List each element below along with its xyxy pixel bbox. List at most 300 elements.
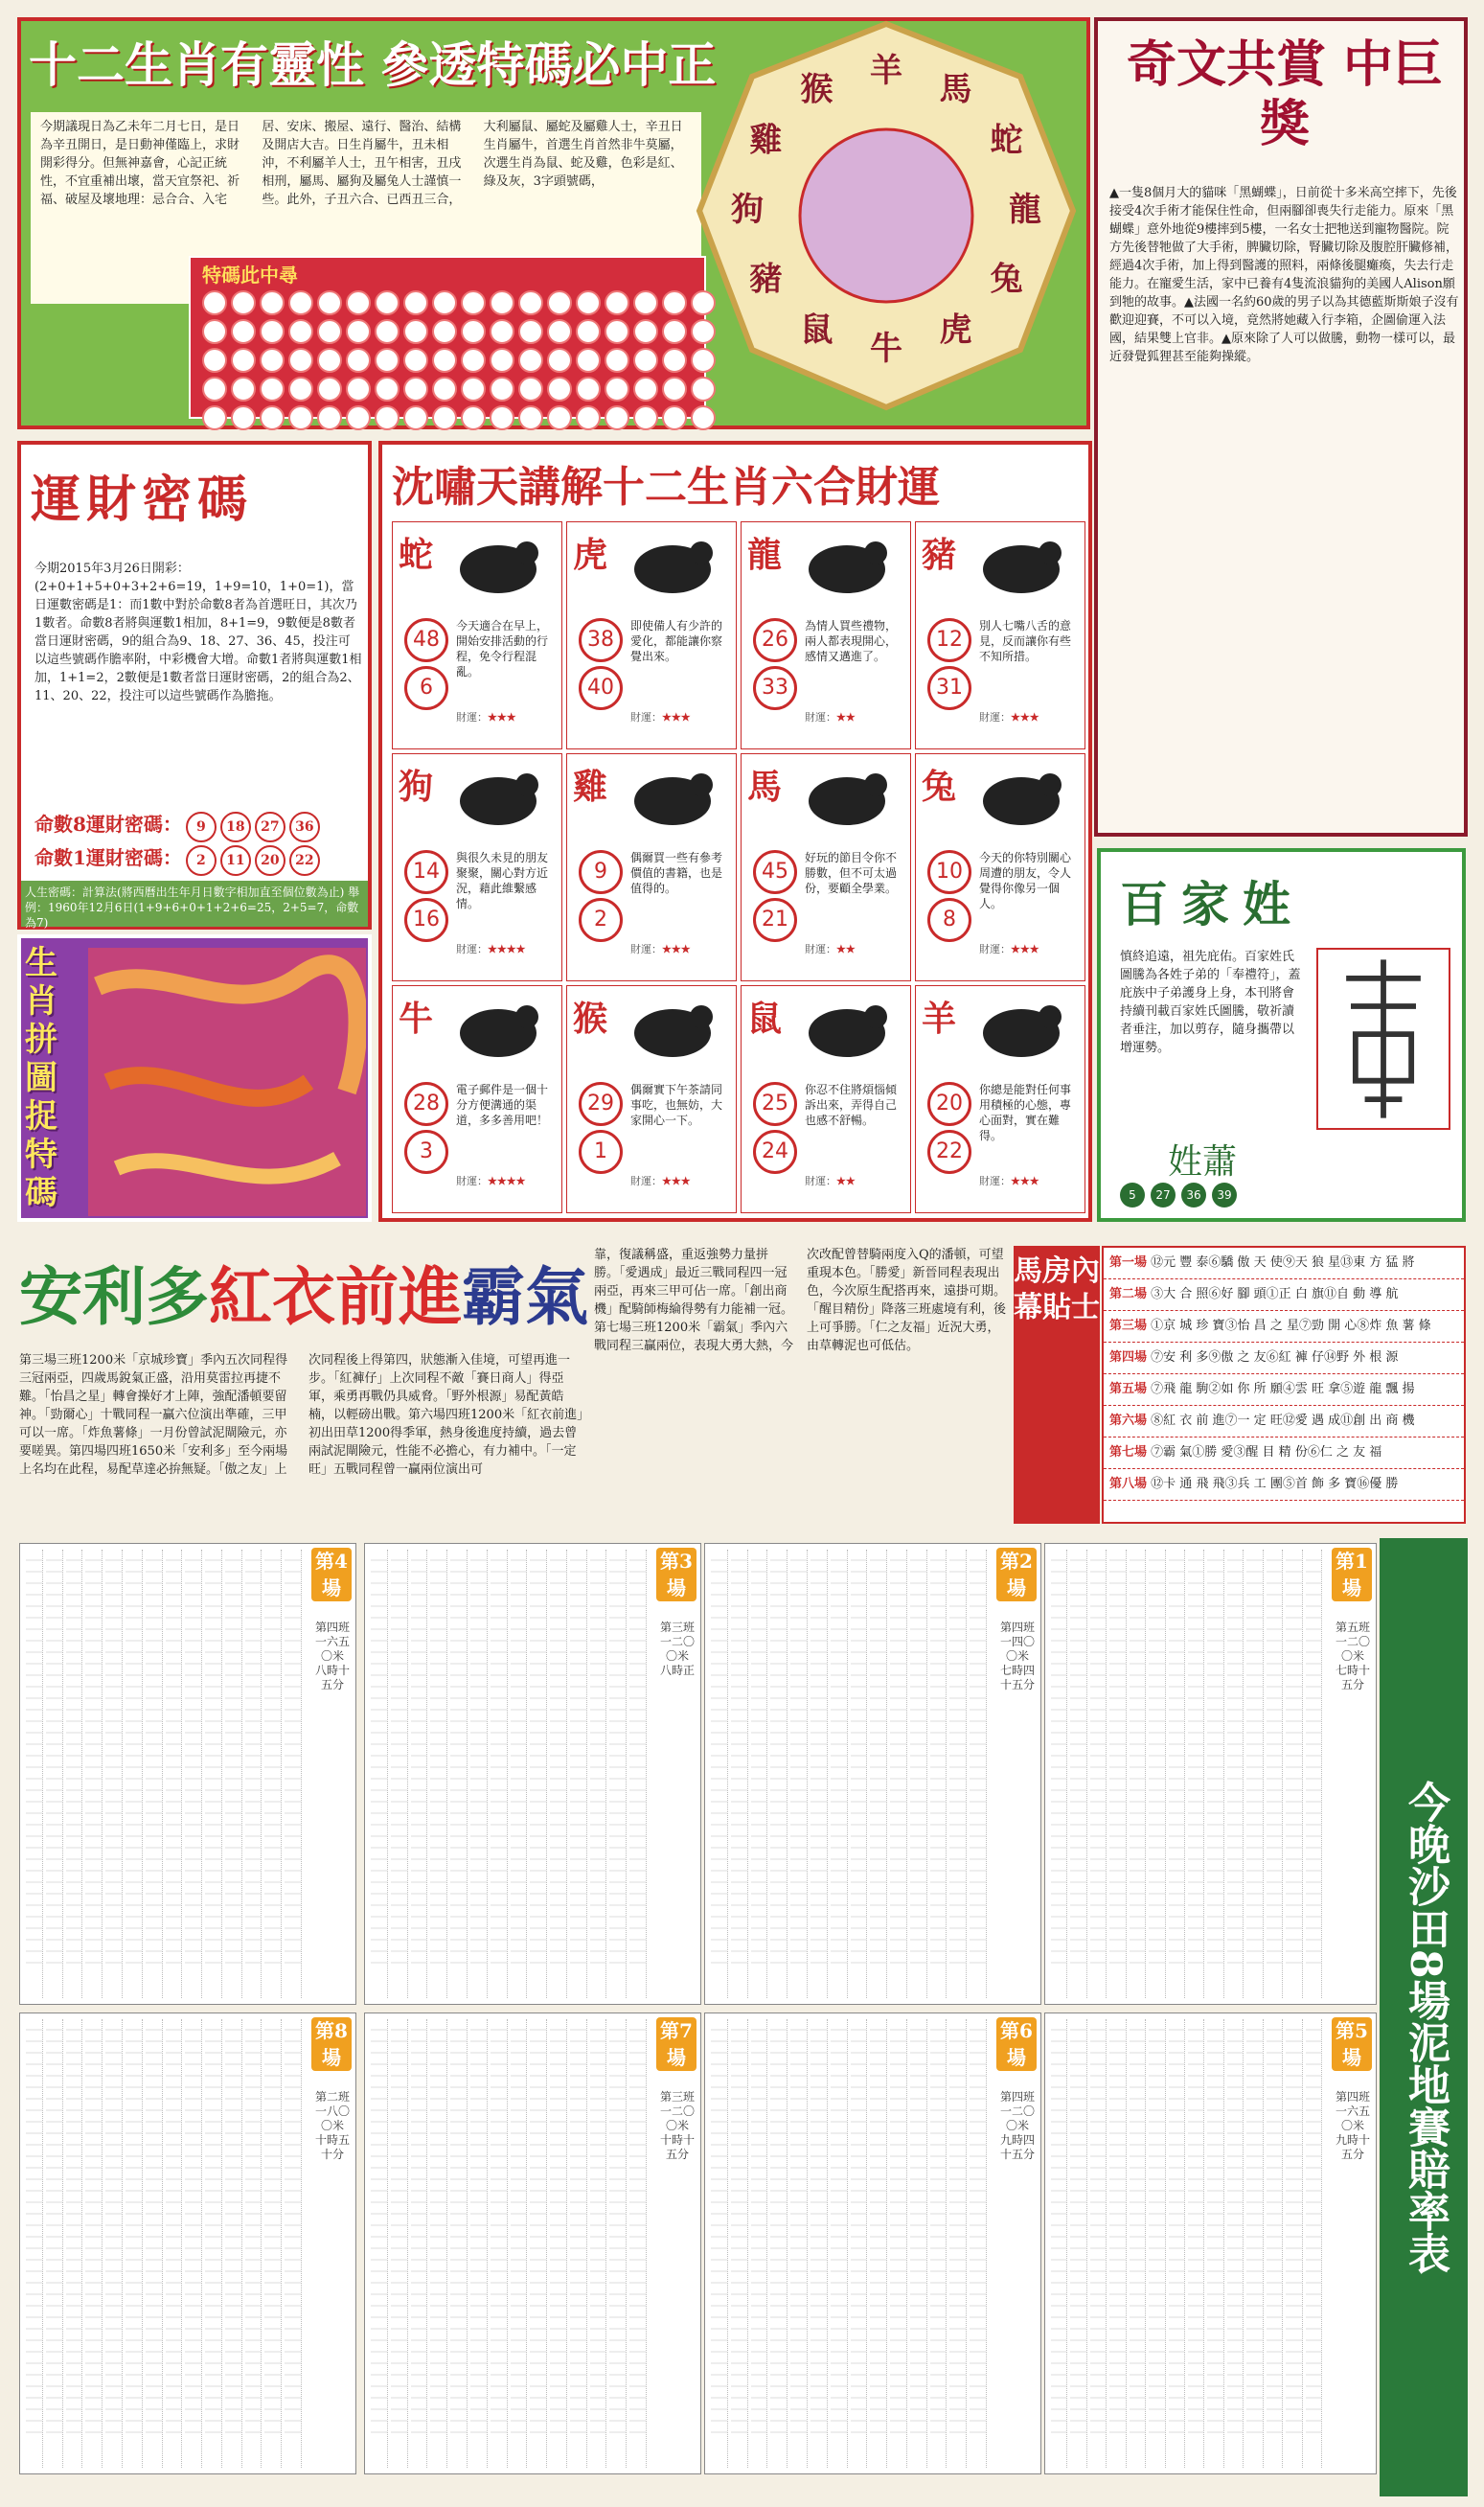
trend-ball	[576, 290, 601, 315]
zodiac-number-1: 28	[404, 1082, 448, 1126]
trend-ball	[633, 290, 658, 315]
zodiac-wealth	[630, 709, 691, 724]
wealth-label: 財運：	[805, 711, 836, 724]
trend-ball	[432, 319, 457, 344]
trend-ball	[605, 405, 629, 430]
runner-column	[166, 1550, 183, 1998]
trend-ball	[432, 290, 457, 315]
runner-column	[1051, 1550, 1067, 1998]
zodiac-number-1: 12	[927, 618, 971, 662]
race-time: 九時十五分	[1336, 2133, 1371, 2161]
runner-column	[450, 1550, 468, 1998]
wheel-zodiac-label: 猴	[800, 70, 833, 109]
code-number: 18	[220, 812, 251, 842]
trend-ball	[317, 377, 342, 402]
runner-column	[511, 1550, 528, 1998]
trend-ball	[518, 405, 543, 430]
wheel-zodiac-label: 鼠	[800, 310, 833, 350]
zodiac-wealth	[979, 941, 1039, 956]
zodiac-animal-icon	[973, 758, 1069, 835]
race-card	[704, 2012, 1041, 2474]
trend-ball	[375, 348, 400, 373]
code-number: 27	[255, 812, 285, 842]
zodiac-cell	[566, 753, 737, 981]
trend-ball	[346, 405, 371, 430]
zodiac-number-1: 48	[404, 618, 448, 662]
trend-ball	[490, 319, 514, 344]
special-code-title: 特碼此中尋	[202, 264, 298, 287]
trend-ball	[547, 290, 572, 315]
wheel-zodiac-label: 羊	[870, 52, 902, 90]
runner-column	[26, 2019, 43, 2468]
race-distance: 一二〇〇米	[660, 1635, 696, 1663]
runner-column	[491, 2019, 508, 2468]
surname-number: 39	[1212, 1183, 1237, 1208]
runner-column	[245, 1550, 263, 1998]
runner-column	[609, 2019, 627, 2468]
zodiac-number-2: 16	[404, 898, 448, 942]
puzzle-image	[88, 948, 366, 1216]
zodiac-advice: 你總是能對任何事用積極的心態，專心面對，實在難得。	[979, 1083, 1072, 1142]
race-distance: 一四〇〇米	[1000, 1635, 1036, 1663]
runner-column	[731, 2019, 748, 2468]
runner-column	[1169, 2019, 1185, 2468]
trend-ball	[346, 348, 371, 373]
wealth-label: 財運：	[630, 1175, 662, 1187]
trend-ball	[317, 405, 342, 430]
zodiac-number-2: 21	[753, 898, 797, 942]
runner-column	[470, 1550, 488, 1998]
race-info	[315, 2090, 350, 2162]
race-distance: 一六五〇米	[315, 1635, 351, 1663]
runner-column	[371, 2019, 388, 2468]
runner-column	[1267, 1550, 1283, 1998]
race-columns	[1051, 2019, 1322, 2468]
runner-column	[790, 1550, 808, 1998]
code-number: 9	[186, 812, 217, 842]
trend-ball	[576, 319, 601, 344]
code-number: 20	[255, 845, 285, 876]
zodiac-name: 馬	[747, 767, 783, 807]
race-time: 七時四十五分	[1000, 1664, 1036, 1691]
trend-ball	[317, 319, 342, 344]
runner-column	[949, 1550, 967, 1998]
trend-ball	[605, 290, 629, 315]
runner-column	[590, 1550, 607, 1998]
zodiac-number-2: 1	[579, 1130, 623, 1174]
runner-column	[530, 1550, 547, 1998]
zodiac-number-2: 3	[404, 1130, 448, 1174]
race-info	[1336, 2090, 1370, 2162]
zodiac-name: 猴	[573, 999, 608, 1039]
race-class: 第三班	[660, 1621, 696, 1634]
race-distance: 一二〇〇米	[1000, 2104, 1036, 2132]
jackpot-title: 奇文共賞 中巨獎	[1126, 35, 1444, 153]
trend-ball	[403, 290, 428, 315]
zodiac-animal-icon	[625, 526, 720, 603]
race-number: 第3場	[656, 1548, 696, 1601]
runner-column	[1109, 2019, 1126, 2468]
tip-race: 第四場	[1109, 1350, 1148, 1365]
runner-column	[870, 1550, 887, 1998]
runner-column	[1051, 2019, 1067, 2468]
runner-column	[371, 1550, 388, 1998]
tip-row	[1104, 1248, 1464, 1279]
trend-ball	[662, 290, 687, 315]
wheel-zodiac-label: 馬	[939, 70, 972, 109]
race-time: 七時十五分	[1336, 1664, 1371, 1691]
fortune-title: 運財密碼	[31, 471, 254, 529]
runner-column	[1246, 2019, 1263, 2468]
trend-ball	[288, 348, 313, 373]
zodiac-advice: 偶爾買一些有參考價值的書籍，也是值得的。	[630, 851, 723, 895]
runner-column	[1090, 2019, 1107, 2468]
race-class: 第四班	[1000, 1621, 1036, 1634]
runner-column	[751, 2019, 768, 2468]
race-class: 第五班	[1336, 1621, 1371, 1634]
runner-column	[1267, 2019, 1283, 2468]
zodiac-animal-icon	[973, 526, 1069, 603]
wheel-zodiac-label: 豬	[749, 260, 783, 299]
puzzle-title: 生肖拼圖捉特碼	[25, 944, 57, 1212]
zodiac-name: 虎	[573, 535, 608, 575]
trend-ball	[202, 377, 227, 402]
trend-ball	[260, 319, 285, 344]
runner-column	[770, 2019, 788, 2468]
race-distance: 一六五〇米	[1336, 2104, 1371, 2132]
banner-title: 十二生肖有靈性 參透特碼必中正	[29, 36, 717, 93]
runner-column	[751, 1550, 768, 1998]
runner-column	[1130, 2019, 1146, 2468]
zodiac-number-2: 8	[927, 898, 971, 942]
zodiac-advice: 今天適合在早上，開始安排活動的行程，免令行程混亂。	[456, 619, 549, 678]
zodiac-animal-icon	[799, 526, 895, 603]
race-time: 十時十五分	[660, 2133, 696, 2161]
runner-column	[245, 2019, 263, 2468]
race-number: 第8場	[311, 2017, 352, 2071]
runner-column	[391, 2019, 408, 2468]
trend-ball	[605, 319, 629, 344]
fortune-codes	[34, 809, 362, 876]
runner-column	[910, 1550, 927, 1998]
zodiac-cell	[741, 985, 911, 1213]
runner-column	[711, 2019, 728, 2468]
tip-race: 第七場	[1109, 1445, 1148, 1460]
wheel-zodiac-label: 雞	[749, 121, 783, 160]
runner-column	[126, 2019, 143, 2468]
trend-ball	[490, 348, 514, 373]
runner-column	[1130, 1550, 1146, 1998]
trend-ball	[202, 405, 227, 430]
runner-column	[629, 1550, 647, 1998]
runner-column	[205, 1550, 222, 1998]
wealth-stars: ★★★★	[488, 1175, 526, 1187]
tip-race: 第三場	[1109, 1319, 1148, 1333]
runner-column	[570, 1550, 587, 1998]
code-number: 11	[220, 845, 251, 876]
race-columns	[711, 1550, 987, 1998]
tip-horses: ⑦飛 龍 駒②如 你 所 願④雲 旺 拿⑤遊 龍 飄 揚	[1151, 1382, 1415, 1396]
trend-ball	[375, 377, 400, 402]
runner-column	[285, 1550, 302, 1998]
race-info	[660, 2090, 695, 2162]
race-distance: 一二〇〇米	[1336, 1635, 1371, 1663]
trend-ball	[231, 405, 256, 430]
runner-column	[1207, 1550, 1223, 1998]
zodiac-name: 狗	[399, 767, 434, 807]
trend-ball	[260, 377, 285, 402]
zodiac-cell	[392, 521, 562, 749]
trend-ball	[375, 405, 400, 430]
runner-column	[146, 2019, 163, 2468]
zodiac-advice: 別人七嘴八舌的意見，反而讓你有些不知所措。	[979, 619, 1072, 663]
trend-ball	[288, 290, 313, 315]
trend-ball	[432, 348, 457, 373]
runner-column	[1246, 1550, 1263, 1998]
zodiac-number-1: 45	[753, 850, 797, 894]
race-columns	[371, 1550, 647, 1998]
zodiac-title: 沈嘯天講解十二生肖六合財運	[392, 463, 940, 512]
trend-ball	[547, 319, 572, 344]
zodiac-puzzle	[17, 934, 372, 1222]
race-columns	[371, 2019, 647, 2468]
trend-ball	[547, 348, 572, 373]
zodiac-cell	[566, 521, 737, 749]
wealth-stars: ★★★	[662, 943, 691, 955]
zodiac-name: 蛇	[399, 535, 434, 575]
zodiac-cell	[392, 985, 562, 1213]
trend-ball	[403, 405, 428, 430]
zodiac-wealth	[456, 941, 525, 956]
race-info	[315, 1621, 350, 1692]
runner-column	[225, 2019, 242, 2468]
runner-column	[570, 2019, 587, 2468]
trend-ball	[547, 377, 572, 402]
zodiac-number-1: 14	[404, 850, 448, 894]
zodiac-number-1: 38	[579, 618, 623, 662]
race-columns	[26, 2019, 302, 2468]
tip-row	[1104, 1311, 1464, 1343]
trend-ball	[260, 290, 285, 315]
runner-column	[146, 1550, 163, 1998]
runner-column	[1286, 1550, 1302, 1998]
tip-horses: ⑦安 利 多⑨傲 之 友⑥紅 褲 仔⑭野 外 根 源	[1151, 1350, 1399, 1365]
runner-column	[970, 2019, 987, 2468]
tip-horses: ⑦霸 氣①勝 愛③醒 目 精 份⑥仁 之 友 福	[1151, 1445, 1382, 1460]
runner-column	[185, 2019, 202, 2468]
race-time: 八時十五分	[315, 1664, 351, 1691]
zodiac-wealth	[630, 941, 691, 956]
tip-row	[1104, 1374, 1464, 1406]
zodiac-animal-icon	[450, 758, 546, 835]
runner-column	[105, 1550, 123, 1998]
zodiac-number-1: 10	[927, 850, 971, 894]
surname-name: 姓蕭	[1168, 1142, 1238, 1182]
surname-title: 百家姓	[1120, 876, 1304, 932]
trend-ball	[605, 377, 629, 402]
zodiac-animal-icon	[799, 990, 895, 1067]
runner-column	[411, 2019, 428, 2468]
story-left: 第三場三班1200米「京城珍寶」季內五次同程得三冠兩亞，四歲馬銳氣正盛，沿用莫雷拉再捷不難。「怡昌之星」轉會操好才上陣，強配潘頓要留神。「勁爾心」十戰同程一贏六位演出準確，三甲可以一席。「炸魚薯條」一月份曾試泥閘險元，亦要嗟異。第四場四班1650米「安利多」至今兩場上名均在此程，易配草達必拚無疑。「傲之友」上次同程後上得第四，狀態漸入佳境，可望再進一步。「紅褲仔」上次同程不敵「賽日商人」得亞軍，乘勇再戰仍具威脅。「野外根源」易配黃皓楠，以輕磅出戰。第六場四班1200米「紅衣前進」初出田草1200得季軍，熱身後進度持續，過去曾兩試泥閘險元，性能不必擔心，有力補中。「一定旺」五戰同程曾一贏兩位演出可	[19, 1353, 583, 1477]
zodiac-wealth	[805, 941, 856, 956]
runner-column	[1090, 1550, 1107, 1998]
trend-ball	[461, 319, 486, 344]
runner-column	[1306, 1550, 1322, 1998]
runner-column	[205, 2019, 222, 2468]
zodiac-number-2: 40	[579, 666, 623, 710]
wealth-stars: ★★★	[1011, 1175, 1039, 1187]
race-number: 第5場	[1332, 2017, 1372, 2071]
tip-row	[1104, 1406, 1464, 1438]
race-columns	[711, 2019, 987, 2468]
runner-column	[870, 2019, 887, 2468]
trend-ball	[461, 377, 486, 402]
zodiac-cell	[915, 985, 1085, 1213]
wealth-label: 財運：	[805, 943, 836, 955]
trend-ball	[375, 319, 400, 344]
zodiac-advice: 為情人買些禮物，兩人都表現開心，感情又邁進了。	[805, 619, 898, 663]
zodiac-animal-icon	[973, 990, 1069, 1067]
tip-row	[1104, 1438, 1464, 1469]
zodiac-advice: 你忍不住將煩惱傾訴出來，弄得自己也感不舒暢。	[805, 1083, 898, 1127]
runner-column	[629, 2019, 647, 2468]
wealth-label: 財運：	[456, 943, 488, 955]
zodiac-name: 鼠	[747, 999, 783, 1039]
runner-column	[1286, 2019, 1302, 2468]
trend-ball	[403, 319, 428, 344]
fortune-code-panel	[17, 441, 372, 930]
trend-ball	[260, 348, 285, 373]
zodiac-advice: 即使備人有少許的愛化，都能讓你察覺出來。	[630, 619, 723, 663]
runner-column	[970, 1550, 987, 1998]
race-time: 八時正	[660, 1664, 696, 1677]
runner-column	[1188, 2019, 1204, 2468]
runner-column	[470, 2019, 488, 2468]
trend-ball	[518, 377, 543, 402]
runner-column	[1070, 2019, 1086, 2468]
insider-tips-table	[1102, 1246, 1466, 1524]
trend-ball	[346, 377, 371, 402]
zodiac-number-1: 25	[753, 1082, 797, 1126]
runner-column	[26, 1550, 43, 1998]
tip-row	[1104, 1343, 1464, 1374]
race-card	[19, 2012, 356, 2474]
surname-panel	[1097, 848, 1466, 1222]
runner-column	[1207, 2019, 1223, 2468]
surname-number: 36	[1181, 1183, 1206, 1208]
trend-ball	[490, 290, 514, 315]
trend-ball	[490, 405, 514, 430]
runner-column	[609, 1550, 627, 1998]
zodiac-name: 牛	[399, 999, 434, 1039]
runner-column	[285, 2019, 302, 2468]
zodiac-cell	[741, 521, 911, 749]
zodiac-cell	[915, 753, 1085, 981]
wealth-label: 財運：	[979, 711, 1011, 724]
runner-column	[66, 1550, 83, 1998]
zodiac-number-2: 33	[753, 666, 797, 710]
wealth-label: 財運：	[979, 1175, 1011, 1187]
wealth-stars: ★★★	[1011, 711, 1039, 724]
zodiac-wealth	[805, 709, 856, 724]
wealth-label: 財運：	[805, 1175, 836, 1187]
race-card	[1044, 2012, 1377, 2474]
zodiac-animal-icon	[450, 990, 546, 1067]
trend-ball	[432, 377, 457, 402]
race-class: 第二班	[315, 2090, 351, 2104]
trend-ball	[346, 319, 371, 344]
trend-ball	[260, 405, 285, 430]
race-class: 第四班	[1000, 2090, 1036, 2104]
runner-column	[851, 1550, 868, 1998]
wheel-zodiac-label: 兔	[990, 260, 1023, 299]
runner-column	[1306, 2019, 1322, 2468]
surname-totem	[1316, 948, 1450, 1130]
tip-race: 第八場	[1109, 1477, 1148, 1491]
runner-column	[1188, 1550, 1204, 1998]
runner-column	[831, 2019, 848, 2468]
runner-column	[126, 1550, 143, 1998]
runner-column	[890, 2019, 907, 2468]
trend-ball	[231, 290, 256, 315]
runner-column	[949, 2019, 967, 2468]
zodiac-wealth	[456, 1173, 525, 1188]
headline-part2: 紅衣前進	[209, 1259, 462, 1334]
race-card	[1044, 1543, 1377, 2005]
runner-column	[85, 1550, 103, 1998]
trend-ball	[547, 405, 572, 430]
race-columns	[26, 1550, 302, 1998]
zodiac-advice: 偶爾實下午茶請同事吃，也無妨，大家開心一下。	[630, 1083, 723, 1127]
wealth-stars: ★★	[836, 943, 856, 955]
headline-part3: 霸氣	[462, 1259, 588, 1334]
wheel-zodiac-label: 龍	[1009, 191, 1041, 229]
trend-ball	[662, 348, 687, 373]
wealth-label: 財運：	[630, 711, 662, 724]
zodiac-advice: 與很久未見的朋友聚聚，關心對方近況，藉此維繫感情。	[456, 851, 549, 910]
zodiac-number-1: 29	[579, 1082, 623, 1126]
zodiac-advice: 電子郵件是一個十分方便溝通的渠道，多多善用吧！	[456, 1083, 549, 1127]
runner-column	[1227, 2019, 1244, 2468]
tip-horses: ③大 合 照⑥好 腳 頭①正 白 旗⑪自 動 導 航	[1151, 1287, 1399, 1301]
trend-ball	[202, 290, 227, 315]
trend-ball	[633, 348, 658, 373]
trend-ball	[461, 290, 486, 315]
race-card	[364, 1543, 701, 2005]
wealth-stars: ★★★	[662, 711, 691, 724]
tip-race: 第二場	[1109, 1287, 1148, 1301]
race-number: 第4場	[311, 1548, 352, 1601]
runner-column	[1149, 1550, 1165, 1998]
runner-column	[1227, 1550, 1244, 1998]
trend-ball	[403, 377, 428, 402]
tip-row	[1104, 1469, 1464, 1501]
headline-part1: 安利多	[19, 1259, 209, 1334]
zodiac-animal-icon	[450, 526, 546, 603]
runner-column	[810, 1550, 828, 1998]
zodiac-number-2: 2	[579, 898, 623, 942]
race-info	[660, 1621, 695, 1678]
runner-column	[411, 1550, 428, 1998]
race-number: 第6場	[996, 2017, 1037, 2071]
zodiac-number-2: 31	[927, 666, 971, 710]
wealth-label: 財運：	[979, 943, 1011, 955]
runner-column	[1109, 1550, 1126, 1998]
zodiac-cell	[741, 753, 911, 981]
runner-column	[46, 2019, 63, 2468]
race-class: 第四班	[315, 1621, 351, 1634]
trend-ball	[403, 348, 428, 373]
